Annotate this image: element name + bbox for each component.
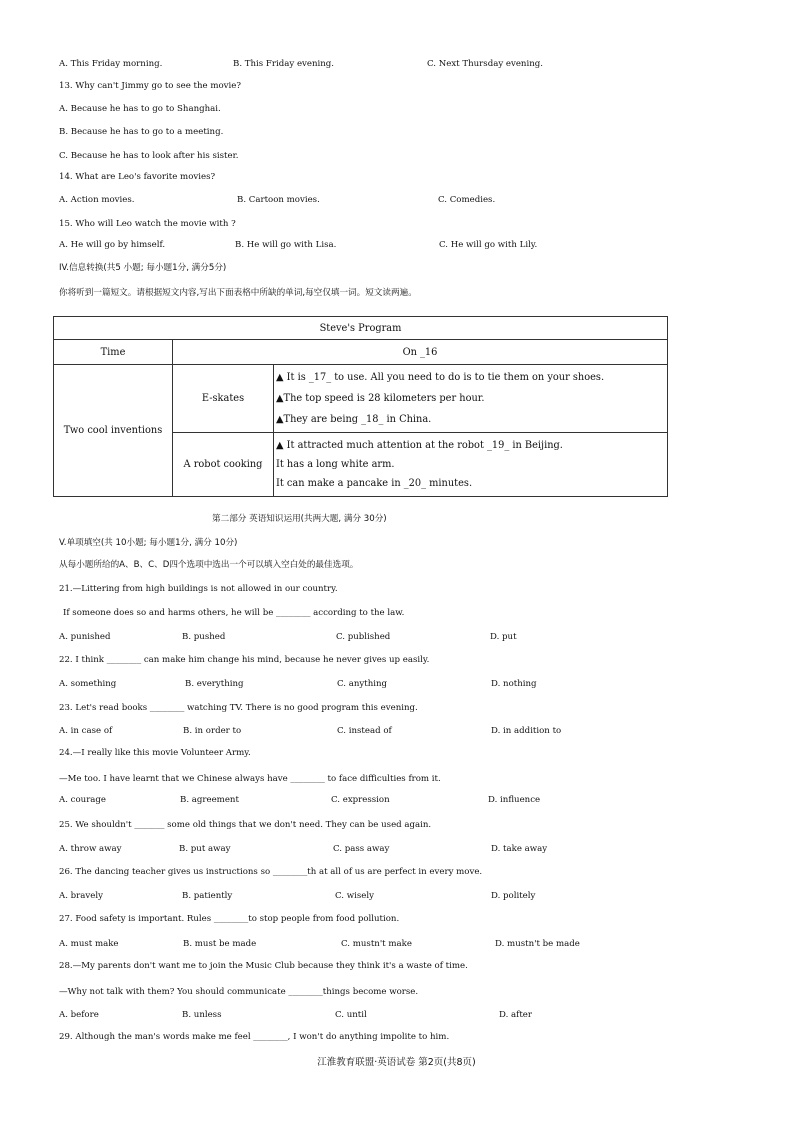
text-line: —Me too. I have learnt that we Chinese always have ________ to face difficulties from it. bbox=[59, 774, 441, 784]
text-line: C. mustn't make bbox=[341, 939, 412, 949]
text-line: 23. Let's read books ________ watching TV. There is no good program this evening. bbox=[59, 703, 418, 713]
invention-robot-cooking: A robot cooking bbox=[173, 433, 274, 497]
e-skates-line-3: ▲They are being _18_ in China. bbox=[276, 414, 432, 425]
table-title: Steve's Program bbox=[54, 317, 668, 340]
robot-line-1: ▲ It attracted much attention at the robot _19_ in Beijing. bbox=[276, 440, 563, 451]
e-skates-line-2: ▲The top speed is 28 kilometers per hour. bbox=[276, 393, 485, 404]
text-line: 15. Who will Leo watch the movie with ? bbox=[59, 219, 236, 229]
text-line: C. anything bbox=[337, 679, 388, 689]
invention-e-skates: E-skates bbox=[173, 365, 274, 433]
text-line: A. courage bbox=[59, 795, 107, 805]
table-row-label: Two cool inventions bbox=[54, 365, 173, 497]
table-header-on: On _16 bbox=[173, 340, 668, 365]
text-line: C. until bbox=[335, 1010, 367, 1020]
robot-cooking-details bbox=[274, 433, 668, 497]
text-line: C. published bbox=[336, 632, 391, 642]
text-line: IV.信息转换(共5 小题; 每小题1分, 满分5分) bbox=[59, 263, 227, 273]
text-line: B. everything bbox=[185, 679, 244, 689]
text-line: 22. I think ________ can make him change his mind, because he never gives up easily. bbox=[59, 655, 430, 665]
text-line: D. influence bbox=[488, 795, 541, 805]
text-line: B. in order to bbox=[183, 726, 242, 736]
text-line: B. patiently bbox=[182, 891, 233, 901]
robot-line-3: It can make a pancake in _20_ minutes. bbox=[276, 478, 473, 489]
text-line: A. He will go by himself. bbox=[59, 240, 166, 250]
text-line: V.单项填空(共 10小题; 每小题1分, 满分 10分) bbox=[59, 538, 238, 548]
text-line: B. must be made bbox=[183, 939, 257, 949]
text-line: A. punished bbox=[59, 632, 111, 642]
text-line: D. take away bbox=[491, 844, 548, 854]
text-line: A. before bbox=[59, 1010, 99, 1020]
text-line: C. instead of bbox=[337, 726, 392, 736]
text-line: D. politely bbox=[491, 891, 536, 901]
text-line: A. bravely bbox=[59, 891, 103, 901]
text-line: 14. What are Leo's favorite movies? bbox=[59, 172, 216, 182]
text-line: 25. We shouldn't _______ some old things that we don't need. They can be used again. bbox=[59, 820, 432, 830]
text-line: A. This Friday morning. bbox=[59, 59, 163, 69]
text-line: C. Next Thursday evening. bbox=[427, 59, 543, 69]
text-line: A. throw away bbox=[59, 844, 122, 854]
text-line: D. mustn't be made bbox=[495, 939, 580, 949]
text-line: A. something bbox=[59, 679, 117, 689]
text-line: D. after bbox=[499, 1010, 532, 1020]
text-line: 27. Food safety is important. Rules ________to stop people from food pollution. bbox=[59, 914, 400, 924]
text-line: C. pass away bbox=[333, 844, 390, 854]
text-line: B. This Friday evening. bbox=[233, 59, 335, 69]
text-line: A. must make bbox=[59, 939, 119, 949]
text-line: B. He will go with Lisa. bbox=[235, 240, 337, 250]
text-line: —Why not talk with them? You should communicate ________things become worse. bbox=[59, 987, 419, 997]
text-line: 13. Why can't Jimmy go to see the movie? bbox=[59, 81, 241, 91]
text-line: 从每小题所给的A、B、C、D四个选项中选出一个可以填入空白处的最佳选项。 bbox=[59, 560, 359, 570]
text-line: 第二部分 英语知识运用(共两大题, 满分 30分) bbox=[212, 514, 387, 524]
page-footer: 江淮教育联盟·英语试卷 第2页(共8页) bbox=[317, 1057, 476, 1068]
text-line: D. in addition to bbox=[491, 726, 562, 736]
text-line: A. Action movies. bbox=[59, 195, 135, 205]
text-line: A. in case of bbox=[59, 726, 113, 736]
text-line: C. expression bbox=[331, 795, 390, 805]
text-line: B. Because he has to go to a meeting. bbox=[59, 127, 224, 137]
text-line: B. unless bbox=[182, 1010, 222, 1020]
e-skates-line-1: ▲ It is _17_ to use. All you need to do is to tie them on your shoes. bbox=[276, 372, 605, 383]
robot-line-2: It has a long white arm. bbox=[276, 459, 395, 470]
text-line: 21.—Littering from high buildings is not allowed in our country. bbox=[59, 584, 338, 594]
e-skates-details bbox=[274, 365, 668, 433]
steves-program-table bbox=[53, 316, 668, 497]
text-line: C. Because he has to look after his sister. bbox=[59, 151, 239, 161]
text-line: B. put away bbox=[179, 844, 231, 854]
table-header-time: Time bbox=[54, 340, 173, 365]
text-line: 28.—My parents don't want me to join the Music Club because they think it's a waste of time. bbox=[59, 961, 468, 971]
text-line: C. He will go with Lily. bbox=[439, 240, 538, 250]
text-line: D. nothing bbox=[491, 679, 537, 689]
text-line: B. agreement bbox=[180, 795, 239, 805]
text-line: B. Cartoon movies. bbox=[237, 195, 320, 205]
text-line: A. Because he has to go to Shanghai. bbox=[59, 104, 221, 114]
text-line: D. put bbox=[490, 632, 517, 642]
text-line: 你将听到一篇短文。请根据短文内容,写出下面表格中所缺的单词,每空仅填一词。短文读两遍。 bbox=[59, 288, 417, 298]
text-line: 26. The dancing teacher gives us instructions so ________th at all of us are perfect in every move. bbox=[59, 867, 483, 877]
text-line: 24.—I really like this movie Volunteer Army. bbox=[59, 748, 251, 758]
text-line: C. wisely bbox=[335, 891, 374, 901]
text-line: If someone does so and harms others, he will be ________ according to the law. bbox=[63, 608, 405, 618]
text-line: 29. Although the man's words make me feel ________, I won't do anything impolite to him. bbox=[59, 1032, 450, 1042]
text-line: B. pushed bbox=[182, 632, 226, 642]
text-line: C. Comedies. bbox=[438, 195, 496, 205]
